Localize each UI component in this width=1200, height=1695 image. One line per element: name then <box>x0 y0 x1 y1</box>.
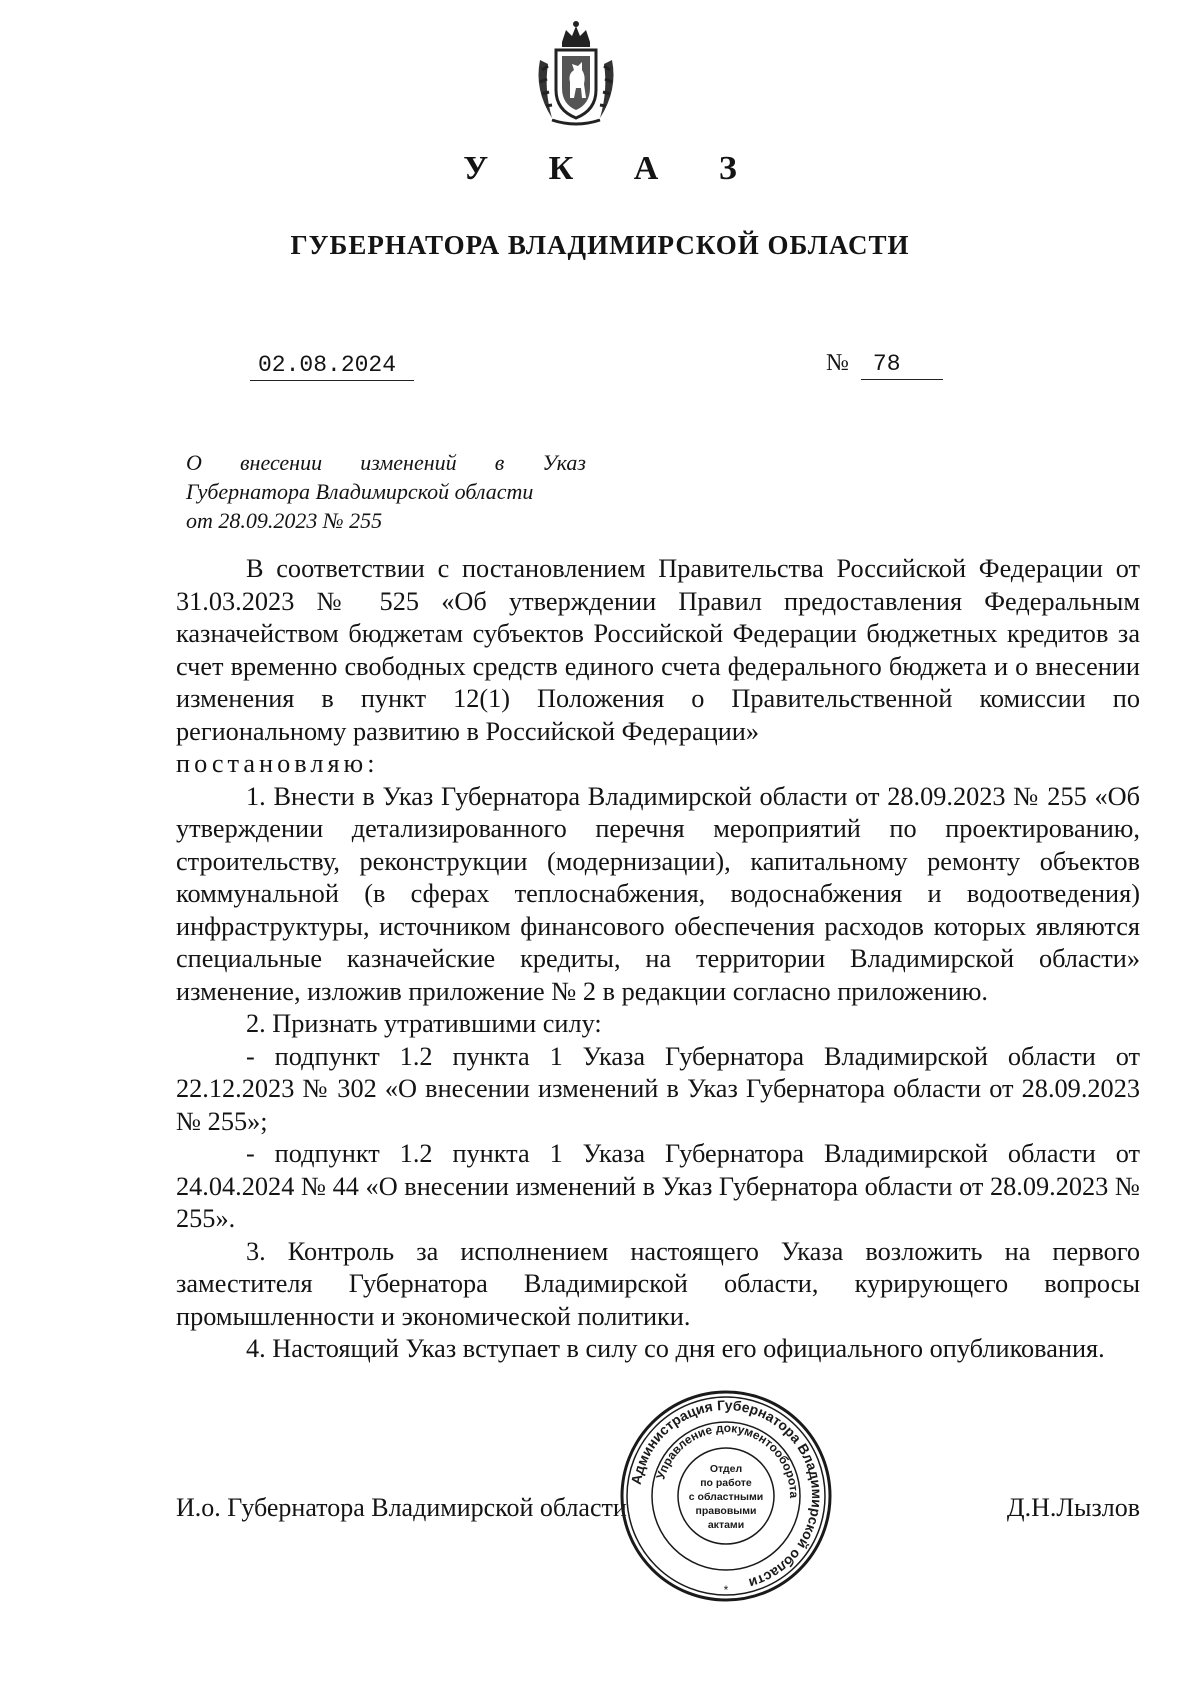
official-stamp-icon <box>618 1388 834 1604</box>
coat-of-arms-icon <box>532 20 620 128</box>
stamp-center-line: актами <box>707 1519 745 1531</box>
document-number <box>826 350 943 380</box>
preamble-paragraph: В соответствии с постановлением Правительства Российской Федерации от 31.03.2023 № 525 «Об утверждении Правил предоставления Федеральным казначейством бюджетам субъектов Российской Федерации бюджетных кредитов за счет временно свободных средств единого счета федерального бюджета и о внесении изменения в пункт 12(1) Положения о Правительственной комиссии по региональному развитию в Российской Федерации» <box>176 554 1140 746</box>
item-3-paragraph: 3. Контроль за исполнением настоящего Указа возложить на первого заместителя Губернатора Владимирской области, курирующего вопросы промышленности и экономической политики. <box>176 1236 1140 1331</box>
stamp-center-line: по работе <box>700 1477 752 1489</box>
subject-line-2: Губернатора Владимирской области <box>186 479 534 504</box>
document-subtitle: ГУБЕРНАТОРА ВЛАДИМИРСКОЙ ОБЛАСТИ <box>290 230 910 260</box>
resolve-word: постановляю: <box>176 749 379 778</box>
svg-text:*: * <box>723 1583 729 1597</box>
number-sign: № <box>826 350 849 376</box>
decree-body <box>176 553 1140 1366</box>
decree-subject <box>186 448 586 535</box>
signatory-position: И.о. Губернатора Владимирской области <box>176 1493 627 1522</box>
item-2-paragraph: 2. Признать утратившими силу: <box>246 1009 602 1038</box>
stamp-center-line: с областными <box>688 1491 764 1503</box>
item-1-paragraph: 1. Внести в Указ Губернатора Владимирской области от 28.09.2023 № 255 «Об утверждении детализированного перечня мероприятий по проектированию, строительству, реконструкции (модернизации), капитальному ремонту объектов коммунальной (в сферах теплоснабжения, водоснабжения и водоотведения) инфраструктуры, источником финансового обеспечения расходов которых являются специальные казначейские кредиты, на территории Владимирской области» изменение, изложив приложение № 2 в редакции согласно приложению. <box>176 781 1140 1006</box>
signatory-name: Д.Н.Лызлов <box>1006 1493 1140 1522</box>
stamp-inner-text: Управление документооборота <box>653 1420 802 1499</box>
subject-line-1: О внесении изменений в Указ <box>186 450 586 475</box>
stamp-center-line: правовыми <box>695 1505 757 1517</box>
stamp-center-line: Отдел <box>709 1463 743 1475</box>
item-2-subitem-2: - подпункт 1.2 пункта 1 Указа Губернатора Владимирской области от 24.04.2024 № 44 «О внесении изменений в Указ Губернатора области от 28.09.2023 № 255». <box>176 1139 1140 1233</box>
document-title: У К А З <box>463 150 763 187</box>
item-2-subitem-1: - подпункт 1.2 пункта 1 Указа Губернатора Владимирской области от 22.12.2023 № 302 «О внесении изменений в Указ Губернатора области от 28.09.2023 № 255»; <box>176 1041 1140 1136</box>
document-date: 02.08.2024 <box>250 352 414 381</box>
number-value: 78 <box>861 351 943 380</box>
subject-line-3: от 28.09.2023 № 255 <box>186 508 383 533</box>
item-4-paragraph: 4. Настоящий Указ вступает в силу со дня его официального опубликования. <box>246 1334 1105 1363</box>
stamp-outer-text: Администрация Губернатора Владимирской области <box>627 1396 826 1592</box>
